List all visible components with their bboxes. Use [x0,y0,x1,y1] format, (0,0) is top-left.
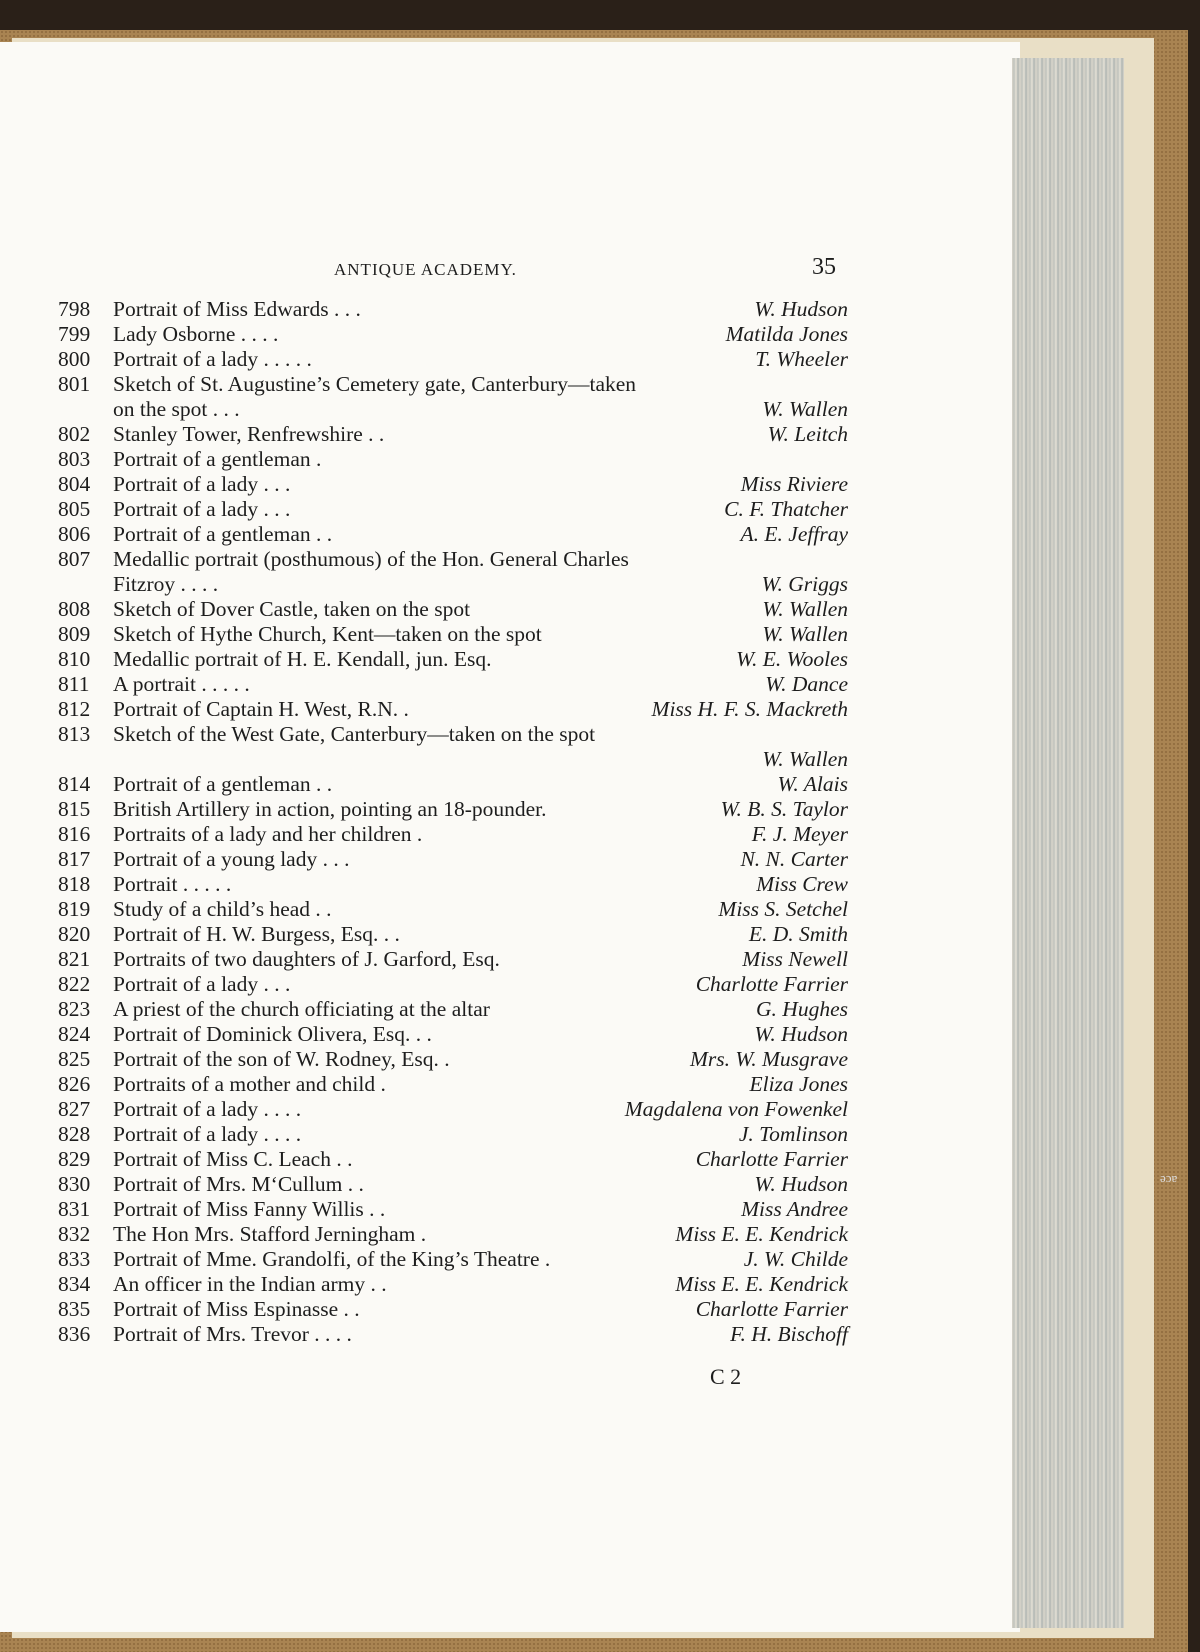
entry-artist: Miss Newell [742,947,848,971]
entry-title: Portrait . . . . . [113,872,232,896]
catalogue-entry [0,696,900,722]
entry-title: Portrait of Mme. Grandolfi, of the King’s Theatre . [113,1247,551,1271]
entry-title: Portrait of H. W. Burgess, Esq. . . [113,922,400,946]
entry-number: 822 [58,972,91,996]
catalogue-entry [0,546,900,572]
catalogue-entry [0,1296,900,1322]
catalogue-entry [0,846,900,872]
catalogue-entry [0,921,900,947]
entry-artist: C. F. Thatcher [724,497,848,521]
entry-title: Sketch of St. Augustine’s Cemetery gate, Canterbury—taken [113,372,637,396]
entry-artist: W. Wallen [762,622,848,646]
catalogue-entry [0,1221,900,1247]
entry-number: 811 [58,672,90,696]
entry-title: The Hon Mrs. Stafford Jerningham . [113,1222,427,1246]
entry-title: on the spot . . . [113,397,240,421]
catalogue-entry [0,771,900,797]
entry-title: Portrait of a young lady . . . [113,847,350,871]
entry-title: Portraits of a lady and her children . [113,822,423,846]
catalogue-entry [0,1271,900,1297]
entry-title: Portrait of Dominick Olivera, Esq. . . [113,1022,432,1046]
entry-number: 801 [58,372,91,396]
entry-artist: W. Hudson [754,1172,848,1196]
catalogue-entry [0,671,900,697]
entry-artist: Charlotte Farrier [695,972,848,996]
entry-artist: G. Hughes [756,997,848,1021]
entry-artist: Charlotte Farrier [695,1297,848,1321]
entry-number: 829 [58,1147,91,1171]
entry-artist: Miss Riviere [740,472,848,496]
entry-number: 815 [58,797,91,821]
entry-title: British Artillery in action, pointing an 18-pounder. [113,797,547,821]
entry-number: 827 [58,1097,91,1121]
entry-title: Portrait of a gentleman . . [113,522,333,546]
catalogue-entry [0,996,900,1022]
catalogue-entry [0,396,900,422]
entry-title: Portraits of two daughters of J. Garford, Esq. [113,947,500,971]
catalogue-entry [0,496,900,522]
catalogue-entry [0,521,900,547]
entry-number: 814 [58,772,91,796]
entry-number: 816 [58,822,91,846]
entry-artist: W. B. S. Taylor [720,797,848,821]
entry-title: Portrait of Miss C. Leach . . [113,1147,353,1171]
entry-artist: E. D. Smith [748,922,848,946]
catalogue-entry [0,346,900,372]
catalogue-entry [0,796,900,822]
entry-title: Portrait of Captain H. West, R.N. . [113,697,409,721]
entry-title: Portrait of Miss Fanny Willis . . [113,1197,386,1221]
entry-number: 821 [58,947,91,971]
entry-title: Portrait of Miss Edwards . . . [113,297,361,321]
entry-artist: F. H. Bischoff [730,1322,848,1346]
entry-title: Portrait of a lady . . . . [113,1097,302,1121]
entry-number: 834 [58,1272,91,1296]
entry-title: Portrait of Mrs. Trevor . . . . [113,1322,352,1346]
entry-artist: W. Wallen [762,397,848,421]
entry-number: 826 [58,1072,91,1096]
catalogue-entry [0,571,900,597]
entry-number: 810 [58,647,91,671]
catalogue-entry [0,596,900,622]
entry-number: 820 [58,922,91,946]
catalogue-entry [0,471,900,497]
catalogue-entry [0,1121,900,1147]
entry-number: 798 [58,297,91,321]
entry-artist: Miss Crew [756,872,848,896]
catalogue-entry [0,1171,900,1197]
entry-title: Fitzroy . . . . [113,572,219,596]
entry-artist: Eliza Jones [749,1072,848,1096]
entry-title: Portrait of a gentleman . . [113,772,333,796]
entry-artist: W. Leitch [767,422,848,446]
catalogue-entry [0,746,900,772]
entry-artist: A. E. Jeffray [740,522,848,546]
entry-number: 824 [58,1022,91,1046]
margin-note: ǝɔɐ [1160,1170,1178,1185]
entry-title: Portrait of the son of W. Rodney, Esq. . [113,1047,450,1071]
entry-number: 813 [58,722,91,746]
entry-number: 806 [58,522,91,546]
entry-number: 830 [58,1172,91,1196]
catalogue-entry [0,446,900,472]
catalogue-entry [0,1246,900,1272]
entry-artist: F. J. Meyer [751,822,848,846]
entry-title: An officer in the Indian army . . [113,1272,387,1296]
entry-title: Portrait of a gentleman . [113,447,322,471]
entry-artist: W. Hudson [754,1022,848,1046]
entry-number: 832 [58,1222,91,1246]
catalogue-entry [0,896,900,922]
entry-number: 819 [58,897,91,921]
entry-number: 823 [58,997,91,1021]
entry-artist: Matilda Jones [725,322,848,346]
entry-number: 817 [58,847,91,871]
catalogue-entry [0,621,900,647]
entry-number: 825 [58,1047,91,1071]
entry-artist: W. Griggs [761,572,848,596]
catalogue-entries [0,42,900,1442]
catalogue-entry [0,296,900,322]
catalogue-entry [0,1321,900,1347]
catalogue-entry [0,321,900,347]
catalogue-entry [0,1046,900,1072]
entry-artist: Charlotte Farrier [695,1147,848,1171]
catalogue-entry [0,1071,900,1097]
entry-title: Sketch of Hythe Church, Kent—taken on the spot [113,622,542,646]
entry-title: Medallic portrait of H. E. Kendall, jun. Esq. [113,647,492,671]
entry-artist: W. Alais [777,772,848,796]
entry-title: Portrait of a lady . . . [113,497,291,521]
catalogue-entry [0,646,900,672]
catalogue-entry [0,421,900,447]
entry-number: 833 [58,1247,91,1271]
entry-title: Stanley Tower, Renfrewshire . . [113,422,385,446]
entry-title: Medallic portrait (posthumous) of the Hon. General Charles [113,547,629,571]
entry-number: 818 [58,872,91,896]
entry-number: 800 [58,347,91,371]
entry-number: 804 [58,472,91,496]
entry-artist: W. Dance [765,672,848,696]
entry-artist: Miss E. E. Kendrick [675,1222,848,1246]
book-page [0,42,1020,1632]
entry-title: Study of a child’s head . . [113,897,332,921]
catalogue-entry [0,971,900,997]
entry-title: Portrait of a lady . . . [113,472,291,496]
entry-artist: J. Tomlinson [738,1122,848,1146]
entry-number: 802 [58,422,91,446]
catalogue-entry [0,1096,900,1122]
entry-artist: Miss Andree [741,1197,848,1221]
catalogue-entry [0,1021,900,1047]
catalogue-entry [0,721,900,747]
entry-artist: Miss E. E. Kendrick [675,1272,848,1296]
entry-title: Portrait of a lady . . . . . [113,347,312,371]
entry-artist: W. Wallen [762,597,848,621]
entry-title: A portrait . . . . . [113,672,250,696]
entry-number: 828 [58,1122,91,1146]
entry-number: 835 [58,1297,91,1321]
entry-number: 831 [58,1197,91,1221]
fore-edge [1012,58,1124,1628]
entry-title: A priest of the church officiating at the altar [113,997,490,1021]
entry-artist: Mrs. W. Musgrave [689,1047,848,1071]
running-title: ANTIQUE ACADEMY. [334,260,517,279]
entry-title: Lady Osborne . . . . [113,322,279,346]
entry-title: Portraits of a mother and child . [113,1072,386,1096]
catalogue-entry [0,371,900,397]
catalogue-entry [0,1196,900,1222]
page-number: 35 [812,254,836,280]
entry-title: Portrait of a lady . . . . [113,1122,302,1146]
entry-artist: Miss S. Setchel [718,897,848,921]
entry-number: 808 [58,597,91,621]
entry-artist: Magdalena von Fowenkel [624,1097,848,1121]
entry-number: 836 [58,1322,91,1346]
catalogue-entry [0,1146,900,1172]
entry-artist: N. N. Carter [740,847,848,871]
entry-artist: J. W. Childe [743,1247,848,1271]
catalogue-entry [0,821,900,847]
entry-artist: T. Wheeler [755,347,848,371]
entry-title: Sketch of Dover Castle, taken on the spot [113,597,471,621]
entry-title: Sketch of the West Gate, Canterbury—taken on the spot [113,722,596,746]
entry-artist: W. Wallen [762,747,848,771]
entry-number: 812 [58,697,91,721]
catalogue-entry [0,946,900,972]
catalogue-entry [0,871,900,897]
entry-number: 803 [58,447,91,471]
entry-number: 809 [58,622,91,646]
entry-title: Portrait of Miss Espinasse . . [113,1297,360,1321]
signature-mark: C 2 [710,1364,742,1389]
entry-number: 799 [58,322,91,346]
entry-number: 807 [58,547,91,571]
entry-artist: W. Hudson [754,297,848,321]
entry-artist: Miss H. F. S. Mackreth [651,697,848,721]
entry-artist: W. E. Wooles [736,647,848,671]
entry-number: 805 [58,497,91,521]
entry-title: Portrait of a lady . . . [113,972,291,996]
entry-title: Portrait of Mrs. M‘Cullum . . [113,1172,364,1196]
